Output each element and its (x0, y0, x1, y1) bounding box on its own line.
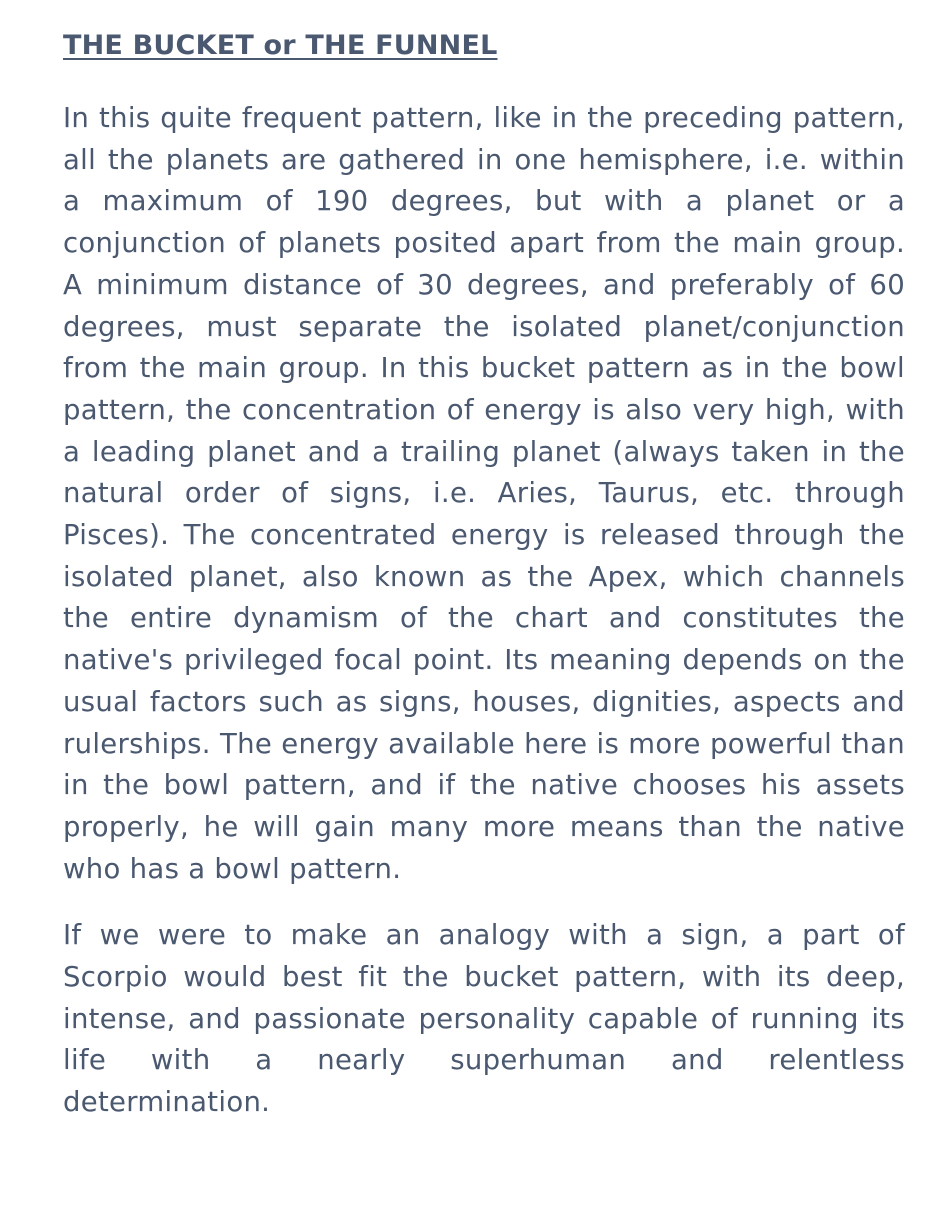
page-title: THE BUCKET or THE FUNNEL (63, 30, 498, 61)
article (63, 26, 905, 1124)
paragraph-2: If we were to make an analogy with a sign, a part of Scorpio would best fit the bucket pattern, with its deep, intense, and passionate personality capable of running its life with a nearly superhuman and relentless determination. (63, 919, 905, 1119)
paragraph-1: In this quite frequent pattern, like in the preceding pattern, all the planets are gathered in one hemisphere, i.e. within a maximum of 190 degrees, but with a planet or a conjunction of planets posited apart from the main group. A minimum distance of 30 degrees, and preferably of 60 degrees, must separate the isolated planet/conjunction from the main group. In this bucket pattern as in the bowl pattern, the concentration of energy is also very high, with a leading planet and a trailing planet (always taken in the natural order of signs, i.e. Aries, Taurus, etc. through Pisces). The concentrated energy is released through the isolated planet, also known as the Apex, which channels the entire dynamism of the chart and constitutes the native's privileged focal point. Its meaning depends on the usual factors such as signs, houses, dignities, aspects and rulerships. The energy available here is more powerful than in the bowl pattern, and if the native chooses his assets properly, he will gain many more means than the native who has a bowl pattern. (63, 102, 905, 885)
